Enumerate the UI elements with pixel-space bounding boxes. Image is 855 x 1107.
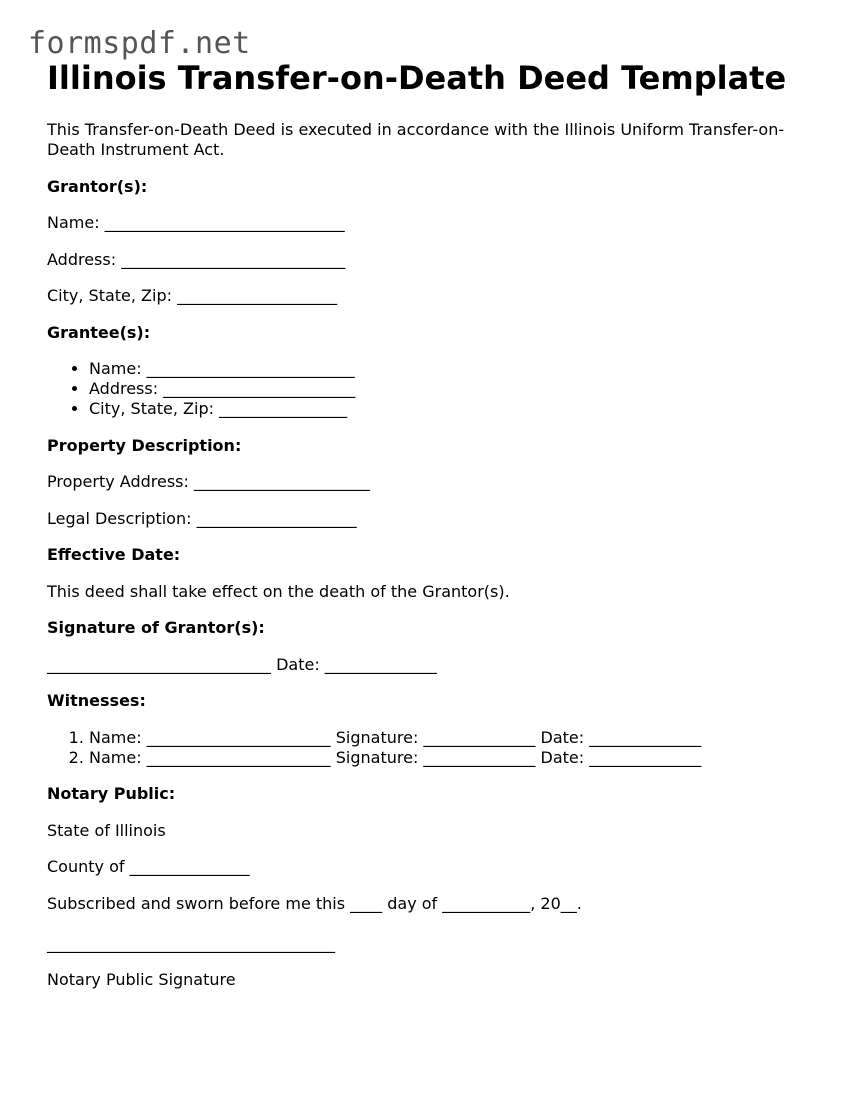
grantor-signature-line: ____________________________ Date: ______________ <box>47 654 437 674</box>
page-title: Illinois Transfer-on-Death Deed Template <box>47 59 787 97</box>
grantor-heading: Grantor(s): <box>47 176 148 196</box>
notary-state: State of Illinois <box>47 820 166 840</box>
grantee-heading: Grantee(s): <box>47 322 151 342</box>
witness-1-line: 1. Name: _______________________ Signature: ______________ Date: ______________ <box>89 728 817 748</box>
grantee-address-field: • Address: ________________________ <box>89 379 817 399</box>
notary-signature-line: ____________________________________ <box>47 933 335 953</box>
notary-signature-label: Notary Public Signature <box>47 970 236 989</box>
property-heading: Property Description: <box>47 435 242 455</box>
notary-sworn-statement: Subscribed and sworn before me this ____ day of ___________, 20__. <box>47 893 582 913</box>
legal-description-field: Legal Description: ____________________ <box>47 508 357 528</box>
witness-list <box>47 728 817 768</box>
intro-paragraph: This Transfer-on-Death Deed is executed in accordance with the Illinois Uniform Transfer-on-Death Instrument Act. <box>47 120 785 159</box>
grantee-city-field: • City, State, Zip: ________________ <box>89 399 817 419</box>
document-body <box>47 58 817 1007</box>
effective-date-text: This deed shall take effect on the death of the Grantor(s). <box>47 581 510 601</box>
grantor-name-field: Name: ______________________________ <box>47 213 345 232</box>
notary-heading: Notary Public: <box>47 784 176 803</box>
notary-county-field: County of _______________ <box>47 857 250 876</box>
effective-date-heading: Effective Date: <box>47 545 181 564</box>
signature-heading: Signature of Grantor(s): <box>47 618 265 637</box>
watermark-logo: formspdf.net <box>28 26 251 61</box>
grantee-name-field: • Name: __________________________ <box>89 359 817 379</box>
grantor-address-field: Address: ____________________________ <box>47 249 346 269</box>
grantee-list <box>47 359 817 419</box>
witness-2-line: 2. Name: _______________________ Signature: ______________ Date: ______________ <box>89 748 817 768</box>
property-address-field: Property Address: ______________________ <box>47 472 370 491</box>
grantor-city-field: City, State, Zip: ____________________ <box>47 286 338 305</box>
witnesses-heading: Witnesses: <box>47 691 146 710</box>
